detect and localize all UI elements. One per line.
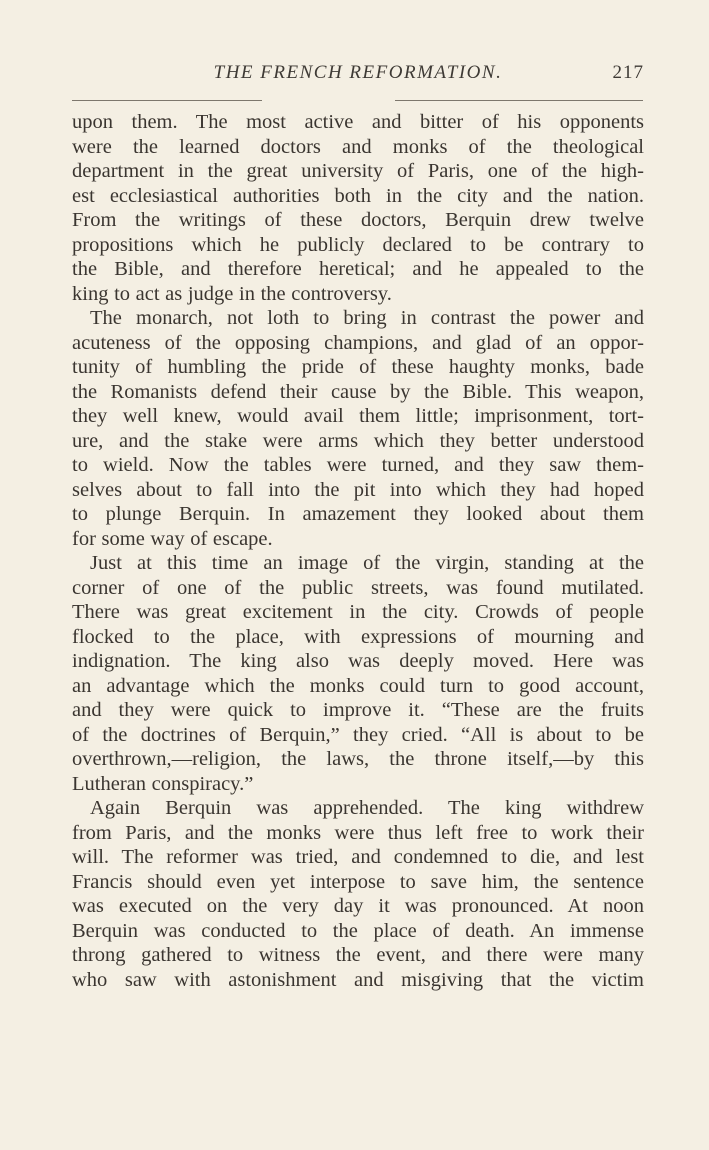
page-header xyxy=(72,62,644,90)
text-line: Francis should even yet interpose to save him, the sentence xyxy=(72,870,644,893)
body-text xyxy=(72,110,644,992)
text-line: indignation. The king also was deeply moved. Here was xyxy=(72,650,644,672)
text-line: The monarch, not loth to bring in contrast the power and xyxy=(90,307,644,329)
text-line: propositions which he publicly declared to be contrary to xyxy=(72,233,644,256)
page-number: 217 xyxy=(612,62,644,83)
text-line: who saw with astonishment and misgiving that the victim xyxy=(72,968,644,991)
text-line: flocked to the place, with expressions of mourning and xyxy=(72,625,644,648)
text-line: overthrown,—religion, the laws, the throne itself,—by this xyxy=(72,748,644,770)
text-line: throng gathered to witness the event, and there were many xyxy=(72,944,644,966)
text-line: est ecclesiastical authorities both in the city and the nation. xyxy=(72,184,644,207)
text-line: acuteness of the opposing champions, and glad of an oppor- xyxy=(72,331,644,354)
text-line: and they were quick to improve it. “These are the fruits xyxy=(72,699,644,721)
text-line: will. The reformer was tried, and condemned to die, and lest xyxy=(72,846,644,868)
text-line: to plunge Berquin. In amazement they looked about them xyxy=(72,503,644,525)
text-line: the Romanists defend their cause by the Bible. This weapon, xyxy=(72,380,644,403)
text-line: they well knew, would avail them little; imprisonment, tort- xyxy=(72,405,644,427)
text-line: Berquin was conducted to the place of death. An immense xyxy=(72,919,644,942)
text-line: From the writings of these doctors, Berquin drew twelve xyxy=(72,209,644,231)
header-rule-right xyxy=(395,100,643,101)
text-line: There was great excitement in the city. Crowds of people xyxy=(72,601,644,623)
text-line: to wield. Now the tables were turned, and they saw them- xyxy=(72,454,644,476)
text-line: king to act as judge in the controversy. xyxy=(72,282,392,305)
text-line: from Paris, and the monks were thus left free to work their xyxy=(72,821,644,844)
text-line: department in the great university of Paris, one of the high- xyxy=(72,160,644,182)
text-line: ure, and the stake were arms which they better understood xyxy=(72,429,644,452)
text-line: for some way of escape. xyxy=(72,527,273,550)
text-line: an advantage which the monks could turn to good account, xyxy=(72,674,644,697)
text-line: was executed on the very day it was pronounced. At noon xyxy=(72,895,644,917)
running-head: THE FRENCH REFORMATION. xyxy=(213,62,503,83)
text-line: of the doctrines of Berquin,” they cried. “All is about to be xyxy=(72,723,644,746)
text-line: Again Berquin was apprehended. The king withdrew xyxy=(90,797,644,819)
text-line: Just at this time an image of the virgin, standing at the xyxy=(90,552,644,574)
text-line: were the learned doctors and monks of the theological xyxy=(72,135,644,158)
header-rule-left xyxy=(72,100,262,101)
text-line: upon them. The most active and bitter of his opponents xyxy=(72,111,644,133)
text-line: the Bible, and therefore heretical; and he appealed to the xyxy=(72,258,644,280)
text-line: corner of one of the public streets, was found mutilated. xyxy=(72,576,644,599)
text-line: tunity of humbling the pride of these haughty monks, bade xyxy=(72,356,644,378)
text-line: selves about to fall into the pit into which they had hoped xyxy=(72,478,644,501)
text-line: Lutheran conspiracy.” xyxy=(72,772,254,795)
